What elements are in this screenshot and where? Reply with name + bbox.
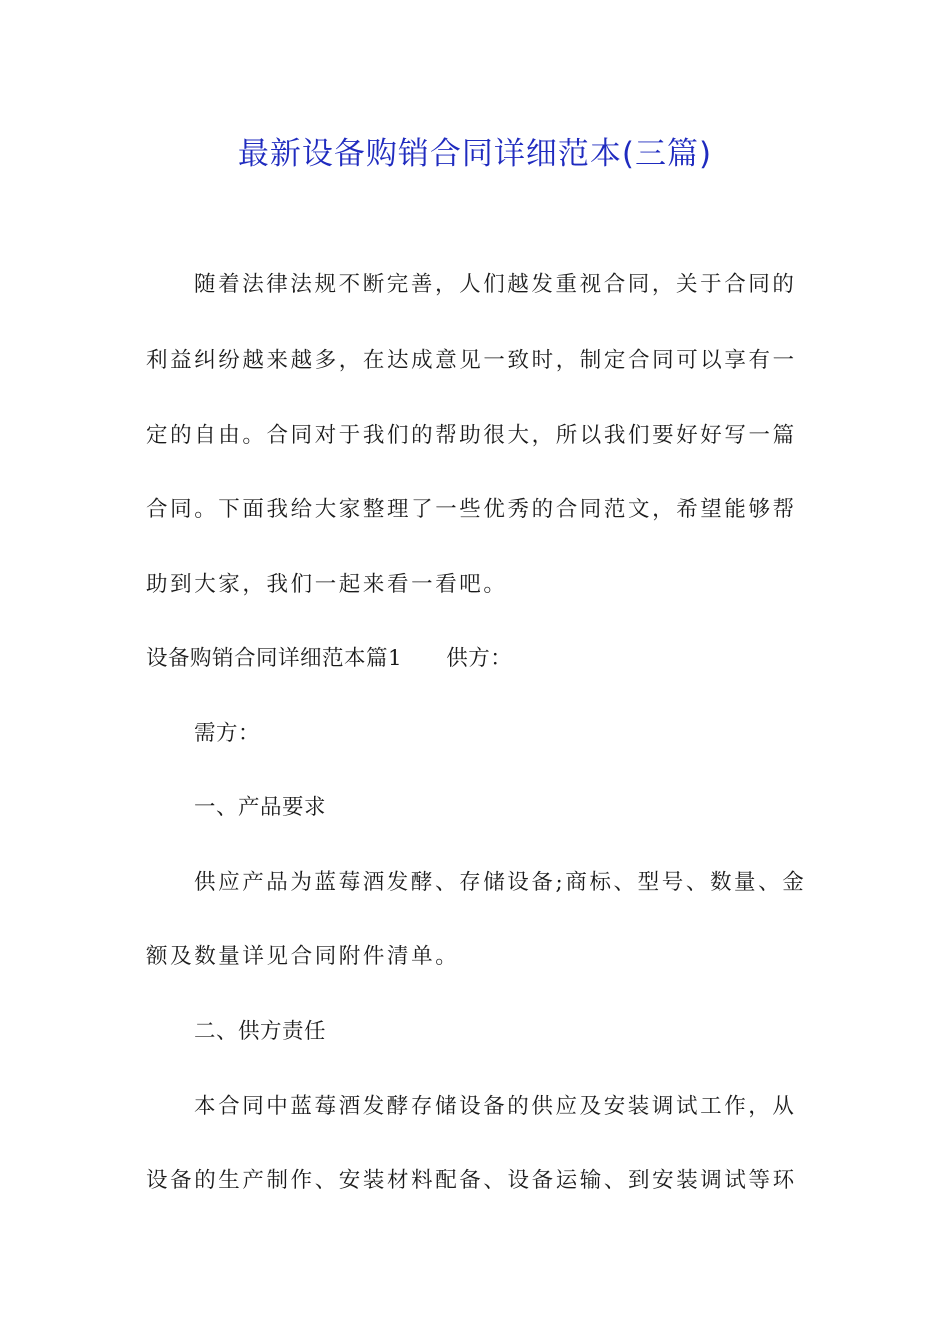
intro-line-5: 助到大家，我们一起来看一看吧。 xyxy=(146,572,508,597)
section-heading: 设备购销合同详细范本篇1 xyxy=(146,646,403,671)
buyer-label: 需方： xyxy=(194,721,261,746)
clause-2-heading: 二、供方责任 xyxy=(194,1019,327,1044)
supplier-label: 供方： xyxy=(446,646,513,671)
document-title: 最新设备购销合同详细范本(三篇) xyxy=(237,136,713,172)
intro-line-1: 随着法律法规不断完善，人们越发重视合同，关于合同的 xyxy=(194,272,797,297)
clause-1-heading: 一、产品要求 xyxy=(194,795,327,820)
clause-2-line-1: 本合同中蓝莓酒发酵存储设备的供应及安装调试工作，从 xyxy=(194,1094,797,1119)
intro-line-2: 利益纠纷越来越多，在达成意见一致时，制定合同可以享有一 xyxy=(146,348,797,373)
intro-line-4: 合同。下面我给大家整理了一些优秀的合同范文，希望能够帮 xyxy=(146,497,797,522)
clause-1-line-1: 供应产品为蓝莓酒发酵、存储设备;商标、型号、数量、金 xyxy=(194,870,807,895)
intro-line-3: 定的自由。合同对于我们的帮助很大，所以我们要好好写一篇 xyxy=(146,423,797,448)
clause-1-line-2: 额及数量详见合同附件清单。 xyxy=(146,944,460,969)
clause-2-line-2: 设备的生产制作、安装材料配备、设备运输、到安装调试等环 xyxy=(146,1168,797,1193)
section-heading-row xyxy=(146,644,806,674)
